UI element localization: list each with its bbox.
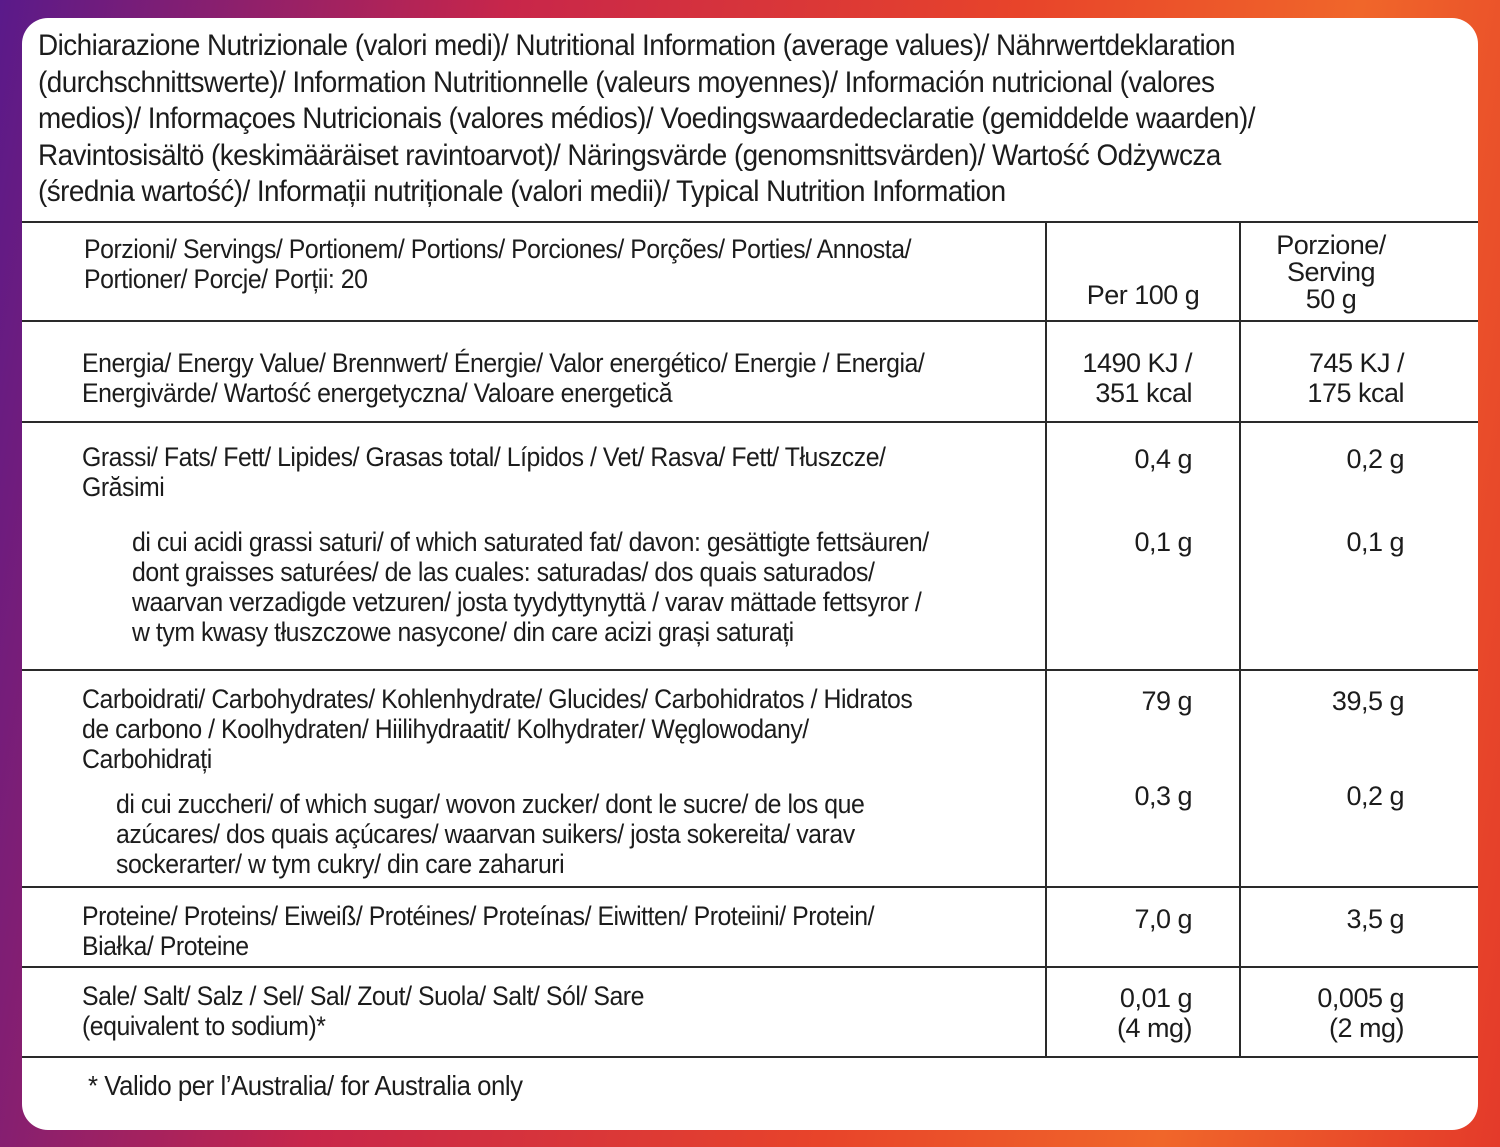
energy-label: Energia/ Energy Value/ Brennwert/ Énergie/ Valor energético/ Energie / Energia/ Energivärde/ Wartość energetyczna/ Valoare energetică — [82, 348, 925, 408]
saturated-fat-per-serving: 0,1 g — [1346, 527, 1404, 557]
saturated-fat-label: di cui acidi grassi saturi/ of which saturated fat/ davon: gesättigte fettsäuren/ dont graisses saturées/ de las cuales: saturadas/ dos quais saturados/ waarvan verzadigde vetzuren/ josta tyydyttynyttä / varav mättade fettsyror / w tym kwasy tłuszczowe nasycone/ din care acizi grași saturați — [132, 527, 929, 647]
title-line: (durchschnittswerte)/ Information Nutritionnelle (valeurs moyennes)/ Información nutricional (valores — [38, 65, 1215, 99]
carbohydrates-per-serving: 39,5 g — [1331, 686, 1404, 716]
salt-per-serving: 0,005 g (2 mg) — [1317, 983, 1404, 1043]
row-divider — [22, 886, 1478, 888]
carbohydrates-label: Carboidrati/ Carbohydrates/ Kohlenhydrate/ Glucides/ Carbohidratos / Hidratos de carbono / Koolhydraten/ Hiilihydraatit/ Kolhydrater/ Węglowodany/ Carbohidrați — [82, 684, 913, 774]
protein-label: Proteine/ Proteins/ Eiweiß/ Protéines/ Proteínas/ Eiwitten/ Proteiini/ Protein/ Białka/ Proteine — [82, 901, 875, 961]
nutrition-title — [38, 28, 1363, 211]
sugar-per-100g: 0,3 g — [1134, 781, 1192, 811]
table-top-border — [22, 221, 1478, 223]
row-divider — [22, 421, 1478, 423]
row-divider — [22, 966, 1478, 968]
carbohydrates-per-100g: 79 g — [1141, 686, 1192, 716]
energy-per-100g: 1490 KJ / 351 kcal — [1082, 348, 1192, 408]
salt-label: Sale/ Salt/ Salz / Sel/ Sal/ Zout/ Suola/ Salt/ Sól/ Sare (equivalent to sodium)* — [82, 981, 644, 1041]
sugar-per-serving: 0,2 g — [1346, 781, 1404, 811]
row-divider — [22, 669, 1478, 671]
nutrition-label-panel — [22, 18, 1478, 1130]
footnote: * Valido per l’Australia/ for Australia only — [88, 1070, 523, 1101]
title-line: (średnia wartość)/ Informații nutriționale (valori medii)/ Typical Nutrition Information — [38, 175, 1006, 208]
column-divider — [1045, 221, 1047, 1058]
title-line: medios)/ Informaçoes Nutricionais (valores médios)/ Voedingswaardedeclaratie (gemiddelde waarden)/ — [38, 102, 1255, 135]
fat-per-serving: 0,2 g — [1346, 444, 1404, 474]
column-divider — [1239, 221, 1241, 1058]
fat-label: Grassi/ Fats/ Fett/ Lipides/ Grasas total/ Lípidos / Vet/ Rasva/ Fett/ Tłuszcze/ Grăsimi — [82, 442, 886, 502]
fat-per-100g: 0,4 g — [1134, 444, 1192, 474]
protein-per-100g: 7,0 g — [1134, 904, 1192, 934]
energy-per-serving: 745 KJ / 175 kcal — [1307, 348, 1404, 408]
title-line: Ravintosisältö (keskimääräiset ravintoarvot)/ Näringsvärde (genomsnittsvärden)/ Wartość Odżywcza — [38, 138, 1221, 172]
title-line: Dichiarazione Nutrizionale (valori medi)/ Nutritional Information (average values)/ Nährwertdeklaration — [38, 29, 1236, 62]
sugar-label: di cui zuccheri/ of which sugar/ wovon zucker/ dont le sucre/ de los que azúcares/ dos quais açúcares/ waarvan suikers/ josta sokereita/ varav sockerarter/ w tym cukry/ din care zaharuri — [116, 789, 865, 879]
protein-per-serving: 3,5 g — [1346, 904, 1404, 934]
servings-label: Porzioni/ Servings/ Portionem/ Portions/ Porciones/ Porções/ Porties/ Annosta/ Portioner/ Porcje/ Porții: 20 — [84, 234, 912, 294]
per-serving-header: Porzione/ Serving 50 g — [1276, 230, 1386, 314]
table-bottom-border — [22, 1056, 1478, 1058]
per-100g-header: Per 100 g — [1086, 280, 1200, 310]
saturated-fat-per-100g: 0,1 g — [1134, 527, 1192, 557]
salt-per-100g: 0,01 g (4 mg) — [1116, 983, 1192, 1043]
row-divider — [22, 320, 1478, 322]
